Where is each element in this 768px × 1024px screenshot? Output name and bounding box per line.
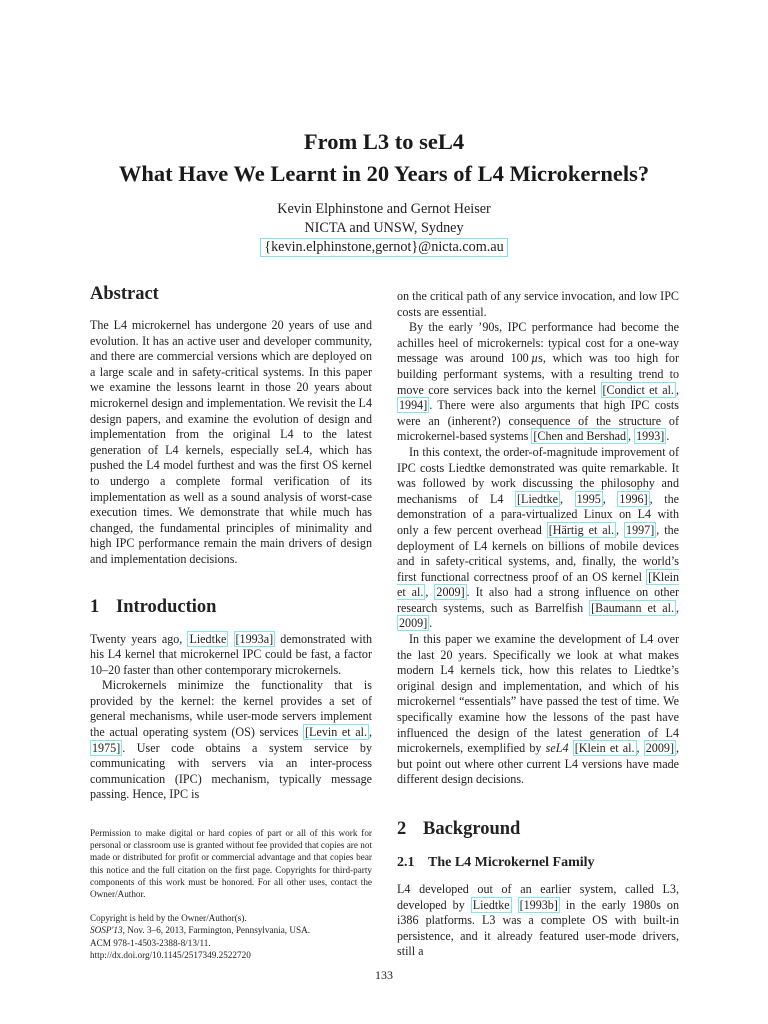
- right-paragraph-1: [397, 320, 679, 445]
- text-run: ,: [425, 585, 435, 600]
- citation-link[interactable]: [Levin et al.: [305, 725, 367, 740]
- citation-link[interactable]: 1996]: [619, 491, 648, 506]
- text-run: in the early 1980s on i386 platforms. L3 was a complete OS with built-in persistence, and it already featured user-mode drivers, still a: [397, 897, 679, 959]
- text-run: .: [429, 616, 433, 631]
- text-run: Twenty years ago,: [90, 631, 188, 646]
- intro-paragraph-2: [90, 678, 372, 803]
- section-heading-introduction: [90, 596, 372, 618]
- text-run: ,: [675, 600, 679, 615]
- copyright-block: [90, 912, 372, 961]
- citation-link[interactable]: 2009]: [399, 616, 428, 631]
- citation-link[interactable]: 1993]: [636, 429, 665, 444]
- text-run: ,: [628, 429, 635, 444]
- venue-name: SOSP'13: [90, 925, 123, 936]
- text-run: In this paper we examine the development of L4 over the last 20 years. Specifically we look at what makes modern L4 kernels tick, how this relates to Liedtke’s original design and implementation, and which of his microkernel “essentials” have passed the test of time. We specifically examine how the lessons of the past have influenced the design of the latest generation of L4 microkernels, exemplified by: [397, 632, 679, 756]
- author-block: [0, 200, 768, 257]
- paper-title: [0, 126, 768, 190]
- author-affiliation: NICTA and UNSW, Sydney: [304, 220, 464, 236]
- citation-link[interactable]: Liedtke: [189, 631, 227, 646]
- text-run: s, which was too high for building performant systems, with a resulting trend to move core services back into the kernel: [397, 351, 679, 397]
- right-column: [397, 289, 679, 960]
- text-run: demonstrated with his L4 kernel that microkernel IPC could be fast, a factor 10–20 faster than other contemporary microkernels.: [90, 631, 373, 677]
- citation-link[interactable]: [Härtig et al.: [548, 522, 615, 537]
- mu-symbol: µ: [531, 351, 539, 366]
- text-run: Microkernels minimize the functionality that is provided by the kernel: the kernel provides a set of general mechanisms, while user-mode servers implement the actual operating system (OS) services: [90, 678, 372, 740]
- author-names: Kevin Elphinstone and Gernot Heiser: [277, 201, 491, 217]
- text-run: ,: [602, 491, 618, 506]
- text-run: . User code obtains a system service by communicating with servers via an inter-process communication (IPC) mechanism, typically message passing. Hence, IPC is: [90, 740, 372, 802]
- text-run: .: [666, 429, 670, 444]
- citation-link[interactable]: 2009]: [645, 741, 674, 756]
- left-column: [90, 283, 372, 961]
- text-run: ,: [368, 725, 372, 740]
- text-run: [512, 898, 518, 912]
- sel4-term: seL4: [545, 741, 569, 756]
- subsection-title: The L4 Microkernel Family: [428, 855, 595, 870]
- doi-line: http://dx.doi.org/10.1145/2517349.2522720: [90, 949, 251, 960]
- text-run: , the demonstration of a para-virtualized Linux on L4 with only a few percent overhead: [397, 491, 680, 537]
- right-paragraph-3: [397, 632, 679, 788]
- text-run: By the early ’90s, IPC performance had become the achilles heel of microkernels: typical cost for a one-way message was around 100: [397, 320, 679, 366]
- citation-link[interactable]: 1975]: [92, 740, 121, 755]
- citation-link[interactable]: [Condict et al.: [602, 382, 674, 397]
- right-paragraph-2: [397, 445, 679, 632]
- citation-link[interactable]: 1995: [576, 491, 601, 506]
- text-run: , but point out where other current L4 versions have made different design decisions.: [397, 741, 679, 787]
- text-run: ,: [675, 382, 679, 397]
- section-title: Introduction: [116, 596, 217, 617]
- section-number: 2: [397, 819, 407, 839]
- section-title: Background: [423, 819, 521, 839]
- permission-footnote: Permission to make digital or hard copies of part or all of this work for personal or classroom use is granted without fee provided that copies are not made or distributed for profit or commercial advantage and that copies bear this notice and the full citation on the first page. Copyrights for third-party components of this work must be honored. For all other uses, contact the Owner/Author.: [90, 828, 372, 900]
- page-number: 133: [375, 968, 393, 982]
- text-run: L4 developed out of an earlier system, called L3, developed by: [397, 882, 679, 912]
- text-run: . It also had a strong influence on other research systems, such as Barrelfish: [397, 585, 679, 615]
- isbn-line: ACM 978-1-4503-2388-8/13/11.: [90, 937, 211, 948]
- continued-paragraph: on the critical path of any service invocation, and low IPC costs are essential.: [397, 289, 679, 319]
- citation-link[interactable]: [1993a]: [235, 631, 274, 646]
- section-heading-background: [397, 818, 679, 840]
- citation-link[interactable]: 1997]: [626, 522, 655, 537]
- citation-link[interactable]: [Klein et al.: [574, 741, 635, 756]
- copyright-line: Copyright is held by the Owner/Author(s).: [90, 913, 247, 924]
- venue-details: , Nov. 3–6, 2013, Farmington, Pennsylvania, USA.: [122, 925, 311, 936]
- text-run: In this context, the order-of-magnitude improvement of IPC costs Liedtke demonstrated was quite remarkable. It was followed by work discussing the philosophy and mechanisms of L4: [397, 444, 679, 506]
- citation-link[interactable]: 1994]: [399, 398, 428, 413]
- citation-link[interactable]: [Baumann et al.: [591, 600, 674, 615]
- section-number: 1: [90, 596, 100, 617]
- citation-link[interactable]: 2009]: [436, 585, 465, 600]
- text-run: [228, 632, 233, 646]
- citation-link[interactable]: [1993b]: [519, 897, 558, 912]
- citation-link[interactable]: [Chen and Bershad: [533, 429, 627, 444]
- citation-link[interactable]: [Klein et al.: [397, 569, 679, 600]
- text-run: , the deployment of L4 kernels on billions of mobile devices and in safety-critical systems, and, finally, the world’s first functional correctness proof of an OS kernel: [397, 522, 679, 584]
- text-run: ,: [560, 491, 575, 506]
- citation-link[interactable]: Liedtke: [472, 897, 510, 912]
- text-run: ,: [616, 522, 625, 537]
- background-paragraph-1: [397, 882, 679, 960]
- text-run: . There were also arguments that high IPC costs were an (inherent?) consequence of the structure of microkernel-based systems: [397, 398, 679, 444]
- citation-link[interactable]: [Liedtke: [517, 491, 558, 506]
- abstract-heading: Abstract: [90, 284, 159, 304]
- subsection-heading-l4-family: [397, 854, 679, 872]
- title-line-1: From L3 to seL4: [303, 129, 465, 154]
- intro-paragraph-1: [90, 632, 372, 679]
- title-line-2: What Have We Learnt in 20 Years of L4 Microkernels?: [118, 161, 650, 186]
- subsection-number: 2.1: [397, 855, 415, 870]
- venue-line: [90, 924, 372, 936]
- abstract-text: The L4 microkernel has undergone 20 years of use and evolution. It has an active user and developer community, and there are commercial versions which are deployed on a large scale and in safety-critical systems. In this paper we examine the lessons learnt in those 20 years about microkernel design and implementation. We revisit the L4 design papers, and examine the evolution of design and implementation from the original L4 to the latest generation of L4 kernels, especially seL4, which has pushed the L4 model furthest and was the first OS kernel to undergo a complete formal verification of its implementation as well as a sound analysis of worst-case execution times. We demonstrate that while much has changed, the fundamental principles of minimality and high IPC performance remain the main drivers of design and implementation decisions.: [90, 318, 372, 566]
- text-run: ,: [636, 741, 644, 756]
- author-email-link[interactable]: {kevin.elphinstone,gernot}@nicta.com.au: [260, 238, 507, 257]
